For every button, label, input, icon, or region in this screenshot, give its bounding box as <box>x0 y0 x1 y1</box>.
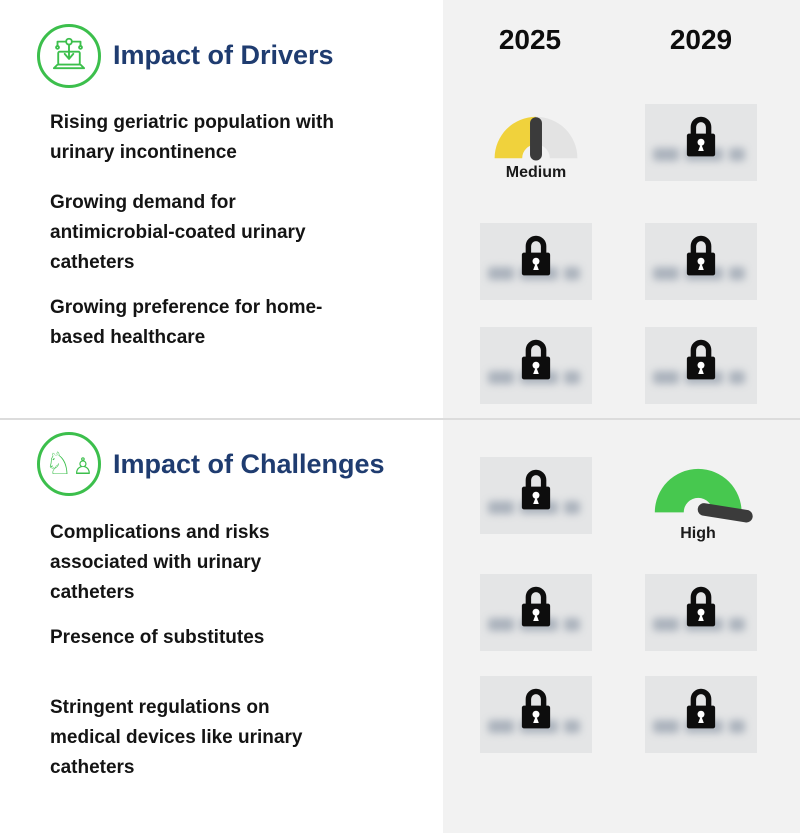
locked-impact-card[interactable] <box>480 327 592 404</box>
gauge-needle <box>704 509 746 516</box>
blurred-text <box>488 267 514 280</box>
lock-icon <box>514 467 558 517</box>
locked-impact-card[interactable] <box>645 676 757 753</box>
driver-item: Rising geriatric population with urinary incontinence <box>50 112 334 163</box>
impact-gauge-high <box>650 464 758 543</box>
gauge-high-dial <box>650 464 758 524</box>
blurred-text <box>564 267 580 280</box>
year-header-2029: 2029 <box>669 24 733 55</box>
chess-pawn-glyph: ♙ <box>72 453 94 480</box>
gauge-label: Medium <box>505 164 567 181</box>
drivers-section-icon <box>37 24 101 88</box>
blurred-text <box>564 720 580 733</box>
locked-impact-card[interactable] <box>645 327 757 404</box>
blurred-text <box>729 371 745 384</box>
driver-item: Growing demand for antimicrobial-coated urinary catheters <box>50 192 306 273</box>
locked-impact-card[interactable] <box>645 104 757 181</box>
lock-icon <box>514 233 558 283</box>
year-header-2025: 2025 <box>498 24 562 55</box>
locked-impact-card[interactable] <box>645 574 757 651</box>
section-divider <box>0 418 800 420</box>
locked-impact-card[interactable] <box>480 676 592 753</box>
challenge-item: Presence of substitutes <box>50 627 265 648</box>
lock-icon <box>679 337 723 387</box>
lock-icon <box>514 686 558 736</box>
lock-icon <box>679 686 723 736</box>
lock-icon <box>514 337 558 387</box>
blurred-text <box>729 720 745 733</box>
chess-strategy-icon <box>44 445 94 482</box>
blurred-text <box>729 618 745 631</box>
blurred-text <box>653 148 679 161</box>
locked-impact-card[interactable] <box>645 223 757 300</box>
gauge-medium-dial <box>490 112 582 163</box>
challenge-item: Stringent regulations on medical devices like urinary catheters <box>50 697 303 778</box>
lock-icon <box>679 584 723 634</box>
blurred-text <box>653 267 679 280</box>
blurred-text <box>564 501 580 514</box>
analytics-download-icon <box>46 33 92 79</box>
locked-impact-card[interactable] <box>480 223 592 300</box>
challenges-section-title: Impact of Challenges <box>113 449 385 479</box>
blurred-text <box>564 618 580 631</box>
driver-item: Growing preference for home-based healthcare <box>50 297 323 348</box>
gauge-label: High <box>680 525 716 542</box>
chess-knight-glyph: ♘ <box>44 445 73 482</box>
challenges-section-icon <box>37 432 101 496</box>
blurred-text <box>653 720 679 733</box>
blurred-text <box>729 267 745 280</box>
blurred-text <box>488 618 514 631</box>
challenge-item: Complications and risks associated with urinary catheters <box>50 522 270 603</box>
drivers-section-title: Impact of Drivers <box>113 40 334 70</box>
blurred-text <box>488 501 514 514</box>
blurred-text <box>488 371 514 384</box>
blurred-text <box>488 720 514 733</box>
lock-icon <box>514 584 558 634</box>
lock-icon <box>679 233 723 283</box>
blurred-text <box>729 148 745 161</box>
locked-impact-card[interactable] <box>480 457 592 534</box>
lock-icon <box>679 114 723 164</box>
locked-impact-card[interactable] <box>480 574 592 651</box>
impact-gauge-medium <box>490 112 582 182</box>
blurred-text <box>653 618 679 631</box>
blurred-text <box>564 371 580 384</box>
blurred-text <box>653 371 679 384</box>
